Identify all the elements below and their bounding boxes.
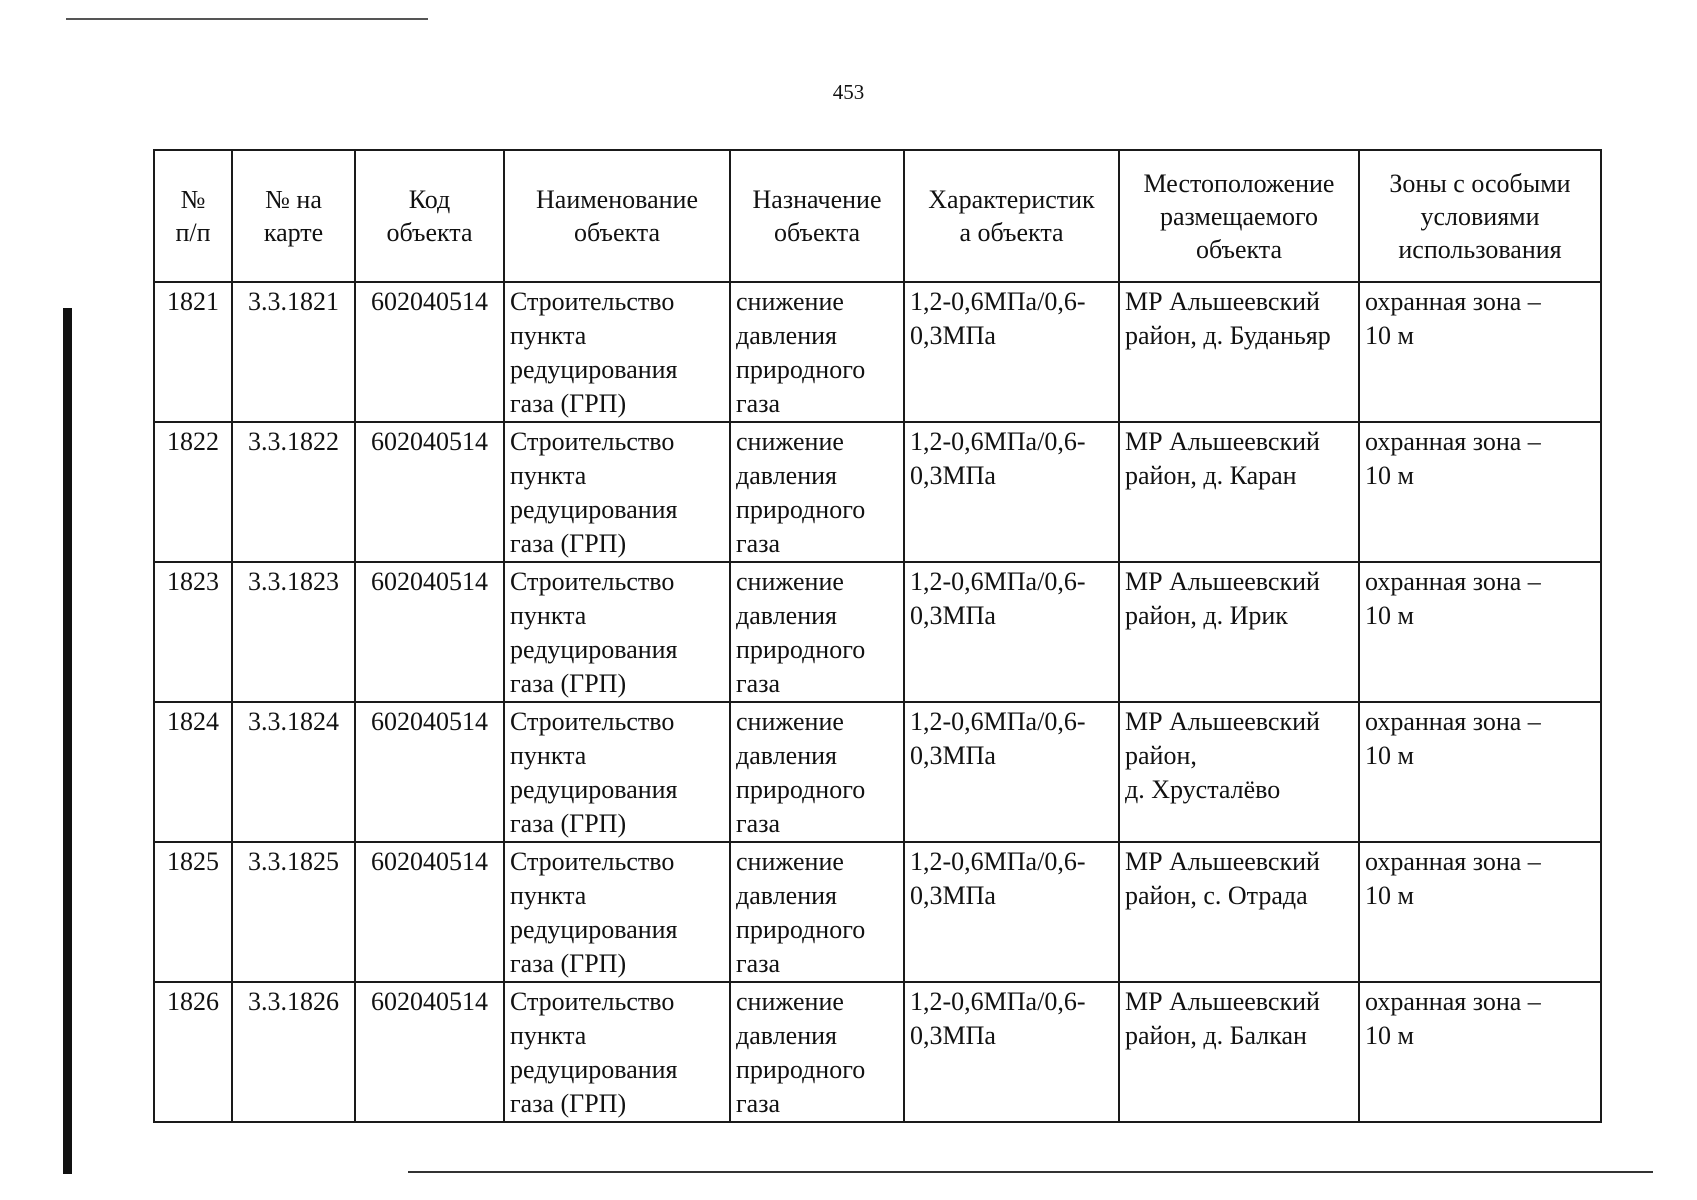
- cell-purpose: снижение давления природного газа: [730, 702, 904, 842]
- cell-characteristics: 1,2-0,6МПа/0,6- 0,3МПа: [904, 982, 1119, 1122]
- header-location: Местоположение размещаемого объекта: [1119, 150, 1359, 282]
- cell-code: 602040514: [355, 562, 504, 702]
- table-header-row: [154, 150, 1601, 282]
- cell-map-no: 3.3.1825: [232, 842, 355, 982]
- header-map-no: № на карте: [232, 150, 355, 282]
- table-row: [154, 562, 1601, 702]
- cell-location: МР Альшеевский район, с. Отрада: [1119, 842, 1359, 982]
- table-row: [154, 422, 1601, 562]
- cell-purpose: снижение давления природного газа: [730, 982, 904, 1122]
- cell-location: МР Альшеевский район, д. Каран: [1119, 422, 1359, 562]
- cell-name: Строительство пункта редуцирования газа (ГРП): [504, 422, 730, 562]
- page-number: 453: [832, 80, 865, 104]
- cell-characteristics: 1,2-0,6МПа/0,6- 0,3МПа: [904, 842, 1119, 982]
- cell-location: МР Альшеевский район, д. Ирик: [1119, 562, 1359, 702]
- cell-location: МР Альшеевский район, д. Хрусталёво: [1119, 702, 1359, 842]
- top-rule: [66, 18, 428, 20]
- cell-characteristics: 1,2-0,6МПа/0,6- 0,3МПа: [904, 422, 1119, 562]
- table-row: [154, 702, 1601, 842]
- cell-name: Строительство пункта редуцирования газа (ГРП): [504, 702, 730, 842]
- bottom-rule: [408, 1171, 1653, 1173]
- cell-zone: охранная зона – 10 м: [1359, 562, 1601, 702]
- cell-code: 602040514: [355, 982, 504, 1122]
- cell-location: МР Альшеевский район, д. Буданьяр: [1119, 282, 1359, 422]
- cell-num: 1823: [154, 562, 232, 702]
- cell-name: Строительство пункта редуцирования газа (ГРП): [504, 282, 730, 422]
- cell-num: 1821: [154, 282, 232, 422]
- header-zone: Зоны с особыми условиями использования: [1359, 150, 1601, 282]
- table-row: [154, 982, 1601, 1122]
- cell-name: Строительство пункта редуцирования газа (ГРП): [504, 982, 730, 1122]
- cell-purpose: снижение давления природного газа: [730, 562, 904, 702]
- cell-map-no: 3.3.1822: [232, 422, 355, 562]
- cell-zone: охранная зона – 10 м: [1359, 702, 1601, 842]
- cell-map-no: 3.3.1826: [232, 982, 355, 1122]
- cell-location: МР Альшеевский район, д. Балкан: [1119, 982, 1359, 1122]
- scan-edge-bar: [63, 308, 72, 1174]
- cell-num: 1826: [154, 982, 232, 1122]
- cell-num: 1825: [154, 842, 232, 982]
- cell-map-no: 3.3.1824: [232, 702, 355, 842]
- header-purpose: Назначение объекта: [730, 150, 904, 282]
- cell-zone: охранная зона – 10 м: [1359, 842, 1601, 982]
- header-num: № п/п: [154, 150, 232, 282]
- cell-characteristics: 1,2-0,6МПа/0,6- 0,3МПа: [904, 562, 1119, 702]
- table-row: [154, 282, 1601, 422]
- cell-map-no: 3.3.1821: [232, 282, 355, 422]
- cell-characteristics: 1,2-0,6МПа/0,6- 0,3МПа: [904, 702, 1119, 842]
- cell-num: 1822: [154, 422, 232, 562]
- table-row: [154, 842, 1601, 982]
- cell-name: Строительство пункта редуцирования газа (ГРП): [504, 562, 730, 702]
- header-code: Код объекта: [355, 150, 504, 282]
- cell-code: 602040514: [355, 702, 504, 842]
- cell-zone: охранная зона – 10 м: [1359, 422, 1601, 562]
- cell-map-no: 3.3.1823: [232, 562, 355, 702]
- header-characteristics: Характеристик а объекта: [904, 150, 1119, 282]
- cell-zone: охранная зона – 10 м: [1359, 982, 1601, 1122]
- cell-purpose: снижение давления природного газа: [730, 282, 904, 422]
- cell-num: 1824: [154, 702, 232, 842]
- cell-code: 602040514: [355, 842, 504, 982]
- header-name: Наименование объекта: [504, 150, 730, 282]
- objects-table: [153, 149, 1602, 1123]
- cell-code: 602040514: [355, 422, 504, 562]
- cell-code: 602040514: [355, 282, 504, 422]
- cell-purpose: снижение давления природного газа: [730, 422, 904, 562]
- cell-zone: охранная зона – 10 м: [1359, 282, 1601, 422]
- cell-purpose: снижение давления природного газа: [730, 842, 904, 982]
- cell-name: Строительство пункта редуцирования газа (ГРП): [504, 842, 730, 982]
- cell-characteristics: 1,2-0,6МПа/0,6- 0,3МПа: [904, 282, 1119, 422]
